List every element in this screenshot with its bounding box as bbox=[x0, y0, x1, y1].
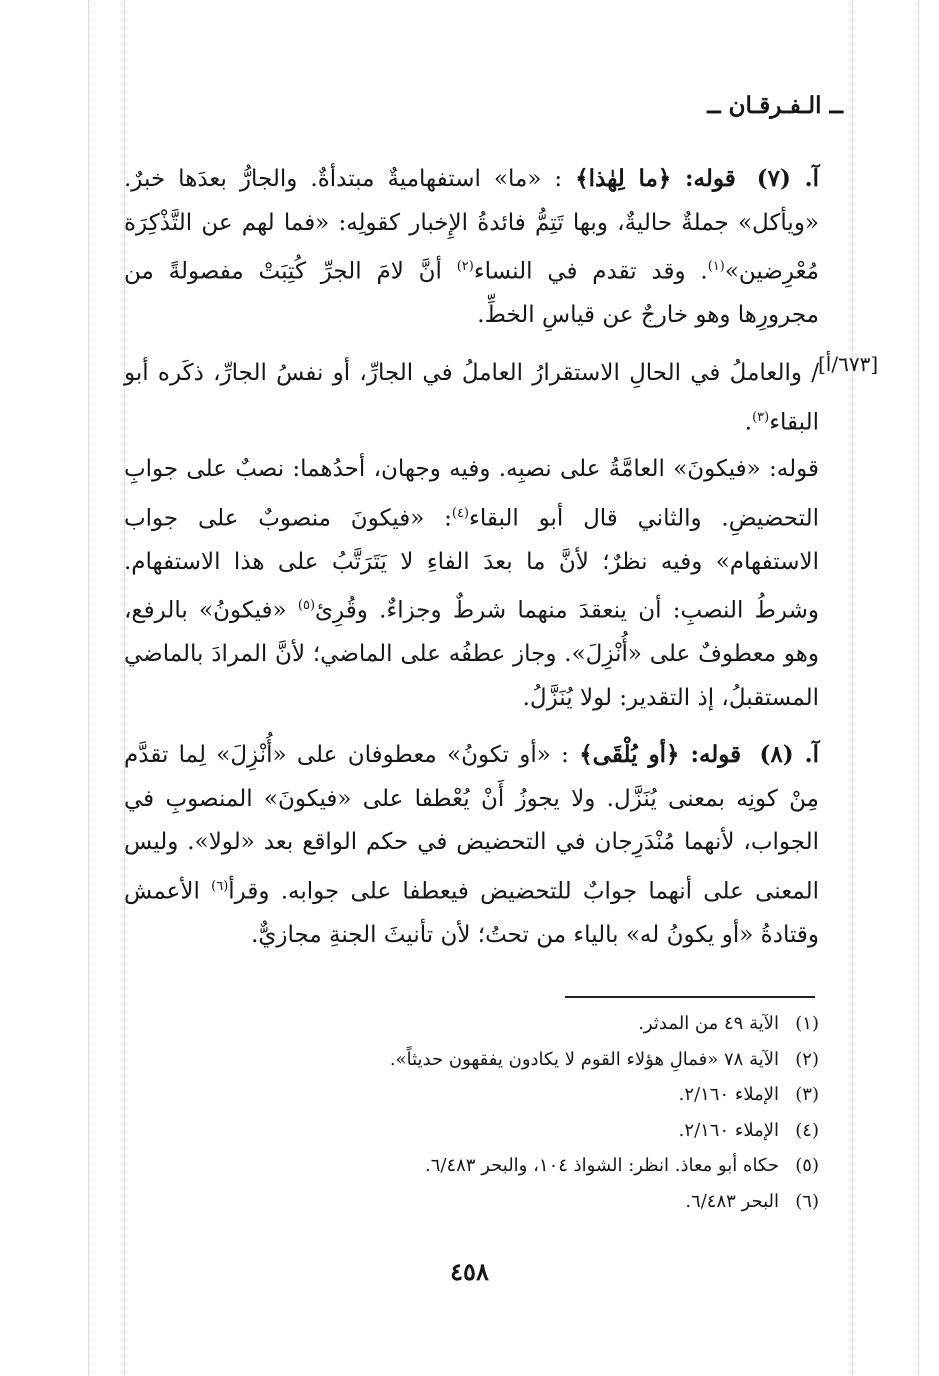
verse-marker: آ. (٧) bbox=[756, 165, 820, 192]
manuscript-folio-ref: [٦٧٣/أ] bbox=[818, 352, 879, 376]
footnote bbox=[119, 1184, 819, 1220]
paragraph-text: . وقد تقدم في النساء bbox=[473, 258, 708, 285]
footnote-ref: (٦) bbox=[211, 878, 229, 894]
footnote-number: (٤) bbox=[795, 1119, 819, 1141]
paragraph-fayakuna bbox=[124, 448, 819, 720]
paragraph-text: قوله: «فيكونَ» العامَّةُ على نصبِه. وفيه وجهان، أحدُهما: نصبٌ على جوابِ التحضيضِ. والثاني قال أبو البقاء bbox=[124, 456, 819, 532]
footnote bbox=[119, 1148, 819, 1184]
paragraph-text: / والعاملُ في الحالِ الاستقرارُ العاملُ في الجارِّ، أو نفسُ الجارِّ، ذكَره أبو البقاء bbox=[124, 360, 819, 436]
footnote-text: الآية ٧٨ «فمالِ هؤلاء القوم لا يكادون يفقهون حديثاً». bbox=[389, 1048, 779, 1070]
footnote-text: الإملاء ٢/١٦٠. bbox=[678, 1084, 779, 1105]
footnote-text: البحر ٦/٤٨٣. bbox=[685, 1190, 779, 1212]
paragraph-text: الأعمش وقتادةُ «أو يكونُ له» بالياء من تحتُ؛ لأن تأنيثَ الجنةِ مجازيٌّ. bbox=[124, 878, 819, 948]
paragraph-text: : «فيكونَ منصوبٌ على جواب الاستفهام» وفيه نظرٌ؛ لأنَّ ما بعدَ الفاءِ لا يَتَرَتَّبُ على هذا الاستفهام. وشرطُ النصبِ: أن ينعقدَ منهما شرطٌ وجزاءٌ. وقُرِئ bbox=[124, 505, 819, 624]
page-number: ٤٥٨ bbox=[450, 1257, 489, 1286]
paragraph-verse-8 bbox=[124, 733, 819, 957]
running-header: ــ الـفـرقـان ــ bbox=[707, 92, 843, 119]
footnotes bbox=[119, 1006, 819, 1219]
paragraph-text: : «أو تكونُ» معطوفان على «أُنْزِلَ» لِما تقدَّم مِنْ كونِه بمعنى يُنَزَّل. ولا يجوزُ أَنْ يُعْطفا على «فيكونَ» المنصوبِ في الجواب، لأنهما مُنْدَرِجان في التحضيض في حكم الواقع بعد «لولا». وليس المعنى على أنهما جوابٌ للتحضيض فيعطفا على جوابه. وقرأ bbox=[124, 742, 819, 905]
verse-marker: آ. (٨) bbox=[759, 741, 819, 768]
paragraph-text: : «ما» استفهاميةٌ مبتدأةٌ. والجارُّ بعدَها خبرٌ. «ويأكل» جملةٌ حاليةٌ، وبها تَتِمُّ فائدةُ الإِخبار كقولِه: «فما لهم عن التَّذْكِرَة مُعْرِضين» bbox=[124, 166, 819, 285]
footnote-text: حكاه أبو معاذ. انظر: الشواذ ١٠٤، والبحر ٦/٤٨٣. bbox=[425, 1155, 779, 1176]
paragraph-hal bbox=[124, 352, 819, 445]
margin-guide bbox=[918, 0, 919, 1376]
footnote-number: (٦) bbox=[795, 1190, 819, 1212]
footnote-ref: (٣) bbox=[752, 409, 770, 425]
footnote-text: الآية ٤٩ من المدثر. bbox=[638, 1013, 779, 1034]
footnote-number: (٢) bbox=[795, 1048, 819, 1070]
paragraph-verse-7 bbox=[124, 157, 819, 338]
paragraph-text: أنَّ لامَ الجرِّ كُتِبَتْ مفصولةً من مجرورِها وهو خارجٌ عن قياسِ الخطِّ. bbox=[124, 258, 819, 329]
quoted-verse: قوله: ﴿ما لِهٰذا﴾ bbox=[575, 165, 736, 192]
footnote-number: (٥) bbox=[795, 1155, 819, 1176]
footnote bbox=[119, 1077, 819, 1113]
footnote-ref: (٤) bbox=[451, 505, 469, 521]
footnote-number: (٣) bbox=[795, 1084, 819, 1105]
paragraph-text: «فيكونُ» بالرفع، وهو معطوفٌ على «أُنْزِلَ». وجاز عطفُه على الماضي؛ لأنَّ المرادَ بالماضي المستقبلُ، إذ التقدير: لولا يُنَزَّلُ. bbox=[124, 597, 819, 711]
margin-guide bbox=[852, 0, 853, 1376]
footnote bbox=[119, 1042, 819, 1078]
margin-guide bbox=[88, 0, 89, 1376]
paragraph-text: . bbox=[744, 409, 753, 436]
footnote-ref: (٥) bbox=[297, 598, 316, 614]
footnote-divider bbox=[565, 996, 815, 998]
footnote bbox=[119, 1006, 819, 1042]
footnote bbox=[119, 1113, 819, 1149]
footnote-ref: (١) bbox=[707, 259, 725, 274]
footnote-ref: (٢) bbox=[456, 259, 474, 274]
quoted-verse: قوله: ﴿أو يُلْقَى﴾ bbox=[579, 741, 742, 768]
footnote-text: الإملاء ٢/١٦٠. bbox=[678, 1119, 779, 1141]
footnote-number: (١) bbox=[795, 1013, 819, 1034]
